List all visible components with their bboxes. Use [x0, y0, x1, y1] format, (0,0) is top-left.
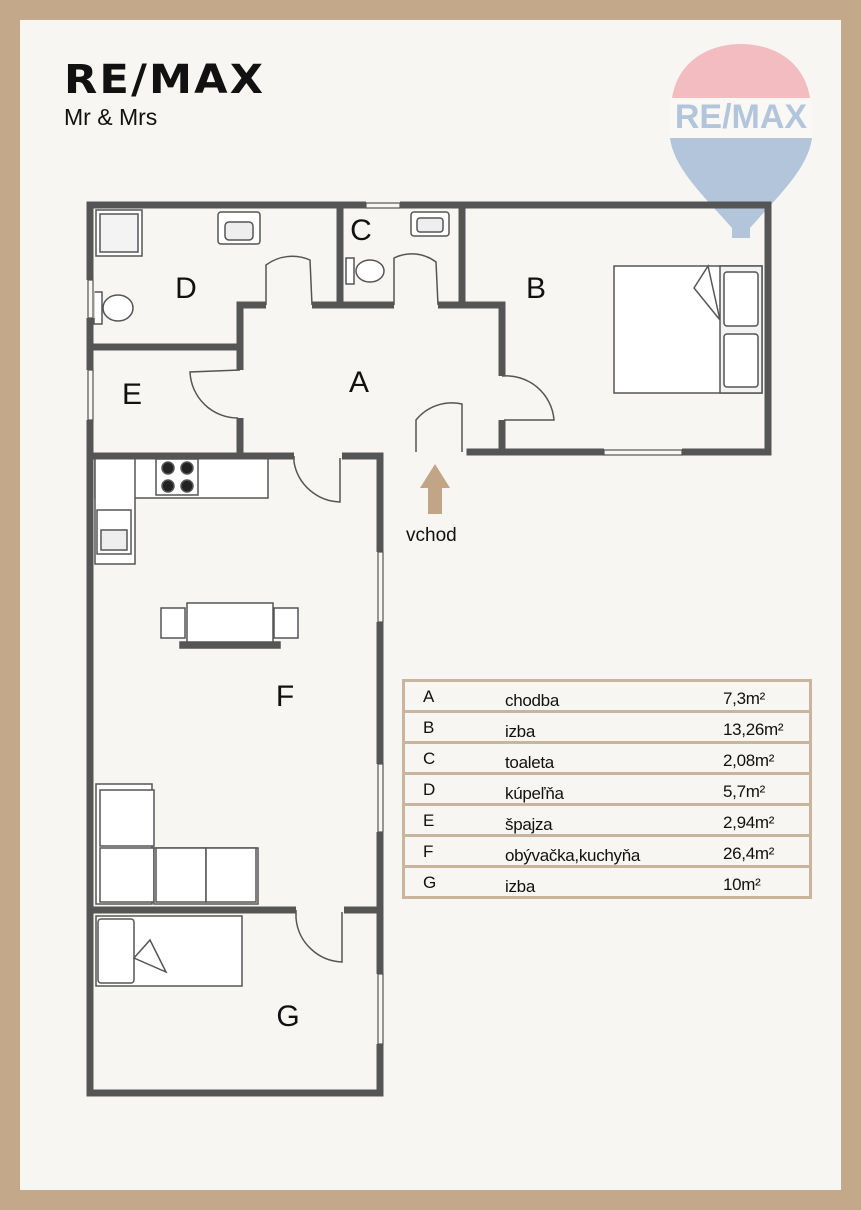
legend-row — [405, 806, 809, 837]
legend-area: 5,7m² — [723, 782, 765, 801]
legend-letter: C — [423, 749, 436, 768]
legend-row — [405, 682, 809, 713]
legend-letter: G — [423, 873, 437, 892]
legend-room-name: kúpeľňa — [505, 784, 564, 803]
room-label-g: G — [276, 1000, 300, 1033]
legend-letter: E — [423, 811, 435, 830]
room-label-f: F — [275, 680, 295, 713]
entry-arrow-icon — [420, 464, 450, 514]
legend-room-name: izba — [505, 722, 535, 741]
balloon-text: RE/MAX — [674, 98, 808, 136]
legend-row — [405, 713, 809, 744]
legend-row — [405, 837, 809, 868]
legend-row — [405, 868, 809, 896]
legend-row — [405, 775, 809, 806]
dining-table — [187, 603, 273, 643]
office-name: Mr & Mrs — [64, 104, 158, 130]
legend-letter: B — [423, 718, 435, 737]
entry-label: vchod — [406, 525, 457, 546]
room-label-d: D — [175, 272, 197, 305]
room-label-c: C — [350, 214, 372, 247]
logo-wordmark: RE/MAX — [64, 57, 266, 103]
chair-left — [161, 608, 185, 638]
legend-letter: D — [423, 780, 436, 799]
legend-area: 2,94m² — [723, 813, 775, 832]
legend-letter: A — [423, 687, 435, 706]
chair-right — [274, 608, 298, 638]
legend-area: 13,26m² — [723, 720, 784, 739]
legend-area: 2,08m² — [723, 751, 775, 770]
legend-letter: F — [423, 842, 434, 861]
legend-room-name: izba — [505, 877, 535, 896]
legend-area: 26,4m² — [723, 844, 775, 863]
room-label-a: A — [348, 366, 370, 399]
room-label-b: B — [525, 272, 547, 305]
legend-room-name: obývačka,kuchyňa — [505, 846, 641, 865]
legend-area: 10m² — [723, 875, 761, 894]
room-legend-table — [402, 679, 812, 899]
legend-room-name: chodba — [505, 691, 559, 710]
toilet-c-icon — [346, 258, 354, 284]
legend-room-name: špajza — [505, 815, 553, 834]
legend-row — [405, 744, 809, 775]
room-label-e: E — [121, 378, 143, 411]
legend-room-name: toaleta — [505, 753, 554, 772]
toilet-icon — [94, 292, 102, 324]
legend-area: 7,3m² — [723, 689, 765, 708]
